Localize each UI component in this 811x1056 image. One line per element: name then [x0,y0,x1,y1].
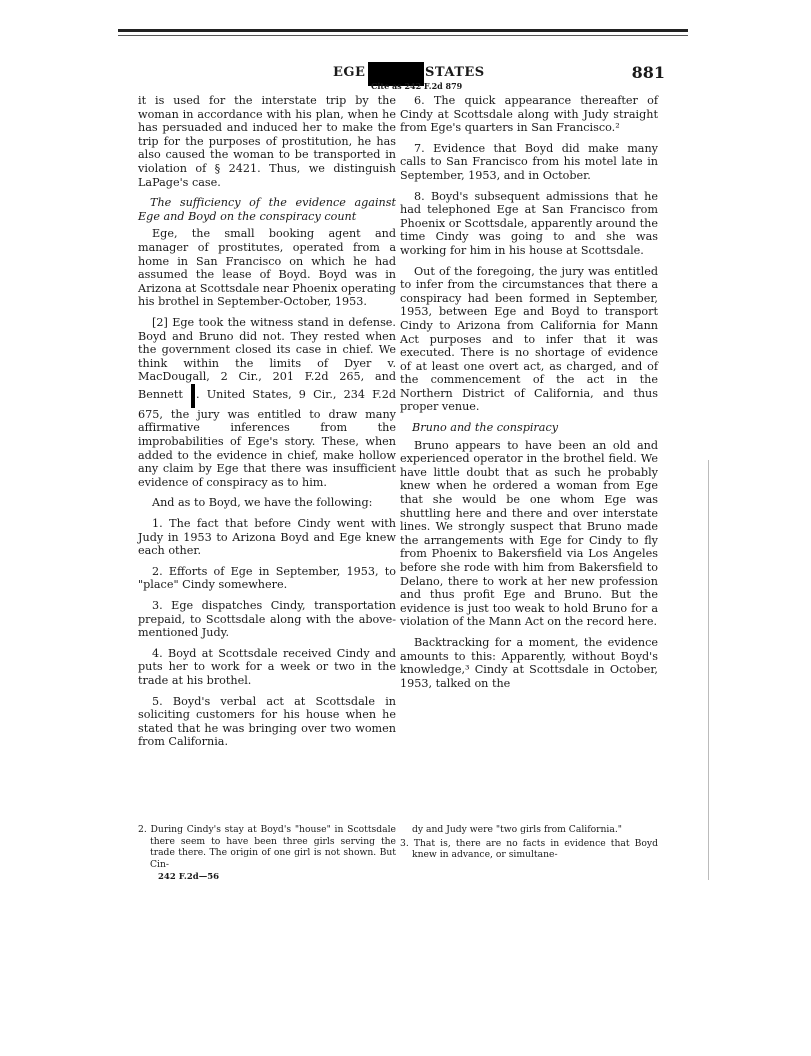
list-item: 7. Evidence that Boyd did make many calls to San Francisco from his motel late in September, 1953, and in October. [400,141,658,182]
paragraph: Bruno appears to have been an old and experienced operator in the brothel field. We have little doubt that as such he probably knew when he ordered a woman from Ege that she would be one whom Ege was shuttling here and there and over interstate lines. We strongly suspect that Bruno made the arrangements with Ege for Cindy to fly from Phoenix to Bakersfield via Los Angeles before she rode with him from Bakersfield to Delano, there to work at her new profession and thus profit Ege and Bruno. But the evidence is just too weak to hold Bruno for a violation of the Mann Act on the record here. [400,438,658,629]
list-item: 5. Boyd's verbal act at Scottsdale in soliciting customers for his house when he stated that he was bringing over two women from California. [138,694,396,749]
list-item: 2. Efforts of Ege in September, 1953, to "place" Cindy somewhere. [138,564,396,592]
running-header [165,65,665,95]
top-rule-thin [118,35,688,36]
paragraph: Backtracking for a moment, the evidence amounts to this: Apparently, without Boyd's knowledge,³ Cindy at Scottsdale in October, 1953, talked on the [400,635,658,690]
inline-redaction [191,384,195,408]
header-left-title: EGE [333,65,366,80]
paragraph: Ege, the small booking agent and manager of prostitutes, operated from a home in San Francisco on which he had assumed the lease of Boyd. Boyd was in Arizona at Scottsdale near Phoenix operating his brothel in September-October, 1953. [138,227,396,309]
footnote: 2. During Cindy's stay at Boyd's "house" in Scottsdale there seem to have been three girls serving the trade there. The origin of one girl is not shown. But Cin- [138,824,396,870]
paragraph: Out of the foregoing, the jury was entitled to infer from the circumstances that there a conspiracy had been formed in September, 1953, between Ege and Boyd to transport Cindy to Arizona from California for Mann Act purposes and to infer that it was executed. There is no shortage of evidence of at least one overt act, as charged, and of the commencement of the act in the Northern District of California, and thus proper venue. [400,264,658,414]
footnote: 3. That is, there are no facts in evidence that Boyd knew in advance, or simultane- [400,837,658,860]
footnotes-right [400,824,658,863]
right-column [400,94,658,697]
list-item: 8. Boyd's subsequent admissions that he had telephoned Ege at San Francisco from Phoenix or Scottsdale, apparently around the time Cindy was going to and she was working for him in his house at Scottsdale. [400,189,658,257]
citation-line: Cite as 242 F.2d 879 [371,81,463,91]
scan-edge-line [708,460,709,880]
paragraph [138,316,396,490]
top-rule [118,29,688,32]
left-column [138,94,396,756]
page-number: 881 [631,63,665,82]
header-right-title: STATES [425,65,485,80]
list-item: 4. Boyd at Scottsdale received Cindy and puts her to work for a week or two in the trade at his brothel. [138,646,396,687]
paragraph-text: [2] Ege took the witness stand in defense. Boyd and Bruno did not. They rested when the government closed its case in chief. We think within the limits of Dyer v. MacDougall, 2 Cir., 201 F.2d 265, and Bennett [138,315,396,401]
paragraph-text: . United States, 9 Cir., 234 F.2d 675, the jury was entitled to draw many affirmative inferences from the improbabilities of Ege's story. These, when added to the evidence in chief, make hollow any claim by Ege that there was insufficient evidence of conspiracy as to him. [138,387,396,489]
list-item: 6. The quick appearance thereafter of Cindy at Scottsdale along with Judy straight from Ege's quarters in San Francisco.² [400,94,658,135]
section-heading: Bruno and the conspiracy [412,421,559,435]
list-item: 3. Ege dispatches Cindy, transportation prepaid, to Scottsdale along with the above-mentioned Judy. [138,599,396,640]
paragraph: And as to Boyd, we have the following: [152,496,373,510]
footnote-continuation: dy and Judy were "two girls from California." [412,824,622,835]
signature-mark: 242 F.2d—56 [158,872,220,882]
list-item: 1. The fact that before Cindy went with Judy in 1953 to Arizona Boyd and Ege knew each other. [138,517,396,558]
section-heading: The sufficiency of the evidence against Ege and Boyd on the conspiracy count [138,196,396,223]
footnotes-left [138,824,396,886]
paragraph: it is used for the interstate trip by the woman in accordance with his plan, when he has persuaded and induced her to make the trip for the purposes of prostitution, he has also caused the woman to be transported in violation of § 2421. Thus, we distinguish LaPage's case. [138,94,396,189]
